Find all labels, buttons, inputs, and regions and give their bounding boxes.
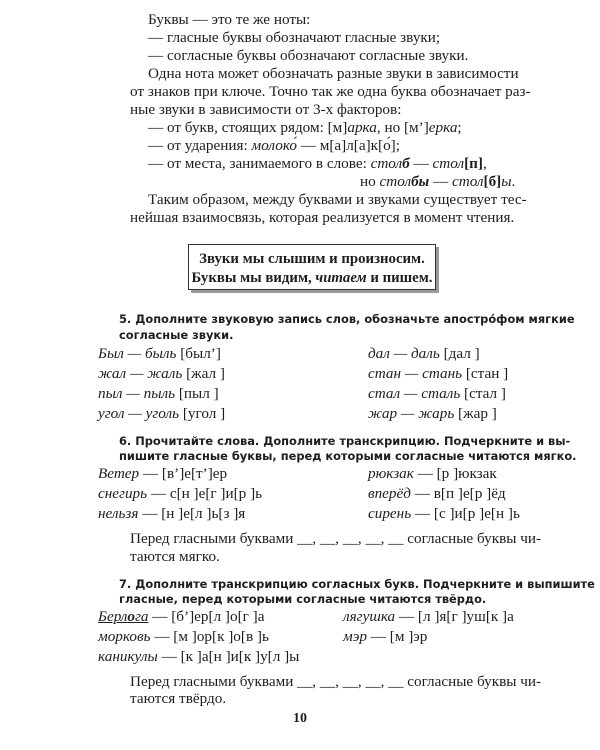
rule-box (188, 244, 436, 290)
italic-text: стол (432, 155, 465, 172)
text: — от места, занимаемого в слове: (148, 155, 371, 172)
ex7-right-row-1 (343, 608, 514, 626)
ex6-left-row-2 (98, 485, 262, 503)
intro-line-9 (148, 155, 487, 173)
text: . (511, 173, 516, 190)
text: — (429, 173, 452, 190)
exercise-7-title-1: 7. Дополните транскрипцию согласных букв. Подчеркните и выпишите (119, 577, 595, 591)
transcription: — [м ]ор[к ]о[в ]ь (150, 628, 269, 645)
transcription: — [р ]юкзак (413, 465, 497, 482)
bold-text: [п] (464, 155, 483, 172)
bold-italic-text: бы (411, 173, 430, 190)
transcription: — [м ]эр (366, 628, 428, 645)
ex7-left-row-1 (98, 608, 264, 626)
italic-text: ы (501, 173, 512, 190)
word: морковь (98, 628, 151, 645)
word-pair: дал — даль (368, 345, 440, 362)
word: вперёд (368, 485, 411, 502)
rule-line-1: Звуки мы слышим и произносим. (199, 251, 425, 267)
text: — от букв, стоящих рядом: [м] (148, 119, 348, 136)
word-pair: Был — быль (98, 345, 177, 362)
text: , но [м’] (376, 119, 429, 136)
word: нельзя (98, 505, 139, 522)
exercise-5-title-2: согласные звуки. (119, 328, 234, 342)
ex5-right-row-1 (368, 345, 480, 363)
ex5-right-row-4 (368, 405, 497, 423)
transcription: — [в’]е[т’]ер (139, 465, 228, 482)
ex7-right-row-2 (343, 628, 427, 646)
intro-line-6: ные звуки в зависимости от 3-х факторов: (130, 101, 402, 118)
ex5-left-row-1 (98, 345, 221, 363)
ex5-left-row-2 (98, 365, 225, 383)
intro-line-5: от знаков при ключе. Точно так же одна буква обозначает раз- (130, 83, 531, 100)
intro-line-10 (360, 173, 515, 191)
transcription: — в[п ]е[р ]ёд (410, 485, 506, 502)
text: и пишем. (366, 270, 433, 286)
intro-line-3: — согласные буквы обозначают согласные звуки. (148, 47, 469, 64)
word-pair: жал — жаль (98, 365, 183, 382)
word-pair: пыл — пыль (98, 385, 176, 402)
word-pair: угол — уголь (98, 405, 180, 422)
transcription: [стал ] (460, 385, 506, 402)
italic-text: ерка (428, 119, 458, 136)
italic-text: читаем (315, 270, 367, 286)
text: — м[а]л[а]к[о́]; (296, 137, 400, 154)
transcription: — [б’]ер[л ]о[г ]а (148, 608, 265, 625)
ex6-right-row-3 (368, 505, 520, 523)
italic-text: стол (451, 173, 484, 190)
text: но (360, 173, 380, 190)
text: , (482, 155, 487, 172)
ex6-answer-line-2: таются мягко. (130, 548, 220, 565)
ex6-left-row-3 (98, 505, 245, 523)
intro-line-4: Одна нота может обозначать разные звуки в зависимости (148, 65, 519, 82)
word-pair: стан — стань (368, 365, 463, 382)
ex5-right-row-3 (368, 385, 506, 403)
transcription: [был’] (176, 345, 221, 362)
word: рюкзак (368, 465, 414, 482)
word: сирень (368, 505, 412, 522)
ex7-answer-line-1: Перед гласными буквами __, __, __, __, __ согласные буквы чи- (130, 673, 542, 690)
text: — от ударения: (148, 137, 252, 154)
italic-text: стол (370, 155, 403, 172)
italic-text: стол (379, 173, 412, 190)
text: ; (457, 119, 462, 136)
intro-line-11: Таким образом, между буквами и звуками существует тес- (148, 191, 527, 208)
ex6-left-row-1 (98, 465, 227, 483)
transcription: — [н ]е[л ]ь[з ]я (138, 505, 246, 522)
ex7-left-row-2 (98, 628, 269, 646)
rule-line-2 (189, 269, 435, 288)
exercise-6-title-2: пишите гласные буквы, перед которыми согласные читаются мягко. (119, 449, 577, 463)
exercise-6-title-1: 6. Прочитайте слова. Дополните транскрипцию. Подчеркните и вы- (119, 434, 571, 448)
page-number: 10 (293, 711, 307, 726)
word: Ветер (98, 465, 140, 482)
text: — (409, 155, 433, 172)
word: снегирь (98, 485, 148, 502)
transcription: — [л ]я[г ]уш[к ]а (395, 608, 514, 625)
transcription: — [с ]и[р ]е[н ]ь (411, 505, 520, 522)
ex6-right-row-2 (368, 485, 506, 503)
ex5-right-row-2 (368, 365, 508, 383)
italic-text: арка (347, 119, 377, 136)
ex6-right-row-1 (368, 465, 497, 483)
bold-italic-text: б (402, 155, 410, 172)
word-pair: стал — сталь (368, 385, 461, 402)
word: каникулы (98, 648, 158, 665)
text: Буквы мы видим, (191, 270, 316, 286)
exercise-7-title-2: гласные, перед которыми согласные читаются твёрдо. (119, 592, 487, 606)
word: лягушка (343, 608, 396, 625)
transcription: [угол ] (179, 405, 226, 422)
word: мэр (343, 628, 367, 645)
intro-line-12: нейшая взаимосвязь, которая реализуется в момент чтения. (130, 209, 515, 226)
ex6-answer-line-1: Перед гласными буквами __, __, __, __, __ согласные буквы чи- (130, 530, 542, 547)
word-pair: жар — жарь (368, 405, 455, 422)
transcription: [дал ] (439, 345, 480, 362)
transcription: [жар ] (454, 405, 497, 422)
transcription: [стан ] (462, 365, 509, 382)
word-underlined: Берл (98, 608, 128, 625)
ex7-answer-line-2: таются твёрдо. (130, 690, 227, 707)
transcription: [жал ] (182, 365, 225, 382)
word-underlined: га (134, 608, 149, 625)
intro-line-1: Буквы — это те же ноты: (148, 11, 311, 28)
word-stressed-vowel: о (127, 608, 135, 625)
intro-line-7 (148, 119, 462, 137)
bold-text: [б] (483, 173, 502, 190)
exercise-5-title-1: 5. Дополните звуковую запись слов, обозначьте апостро́фом мягкие (119, 312, 575, 326)
transcription: — [к ]а[н ]и[к ]у[л ]ы (157, 648, 300, 665)
transcription: — с[н ]е[г ]и[р ]ь (147, 485, 263, 502)
ex5-left-row-4 (98, 405, 225, 423)
ex5-left-row-3 (98, 385, 219, 403)
italic-text: молоко́ (251, 137, 297, 154)
intro-line-8 (148, 137, 400, 155)
transcription: [пыл ] (175, 385, 219, 402)
intro-line-2: — гласные буквы обозначают гласные звуки; (148, 29, 441, 46)
ex7-left-row-3 (98, 648, 299, 666)
